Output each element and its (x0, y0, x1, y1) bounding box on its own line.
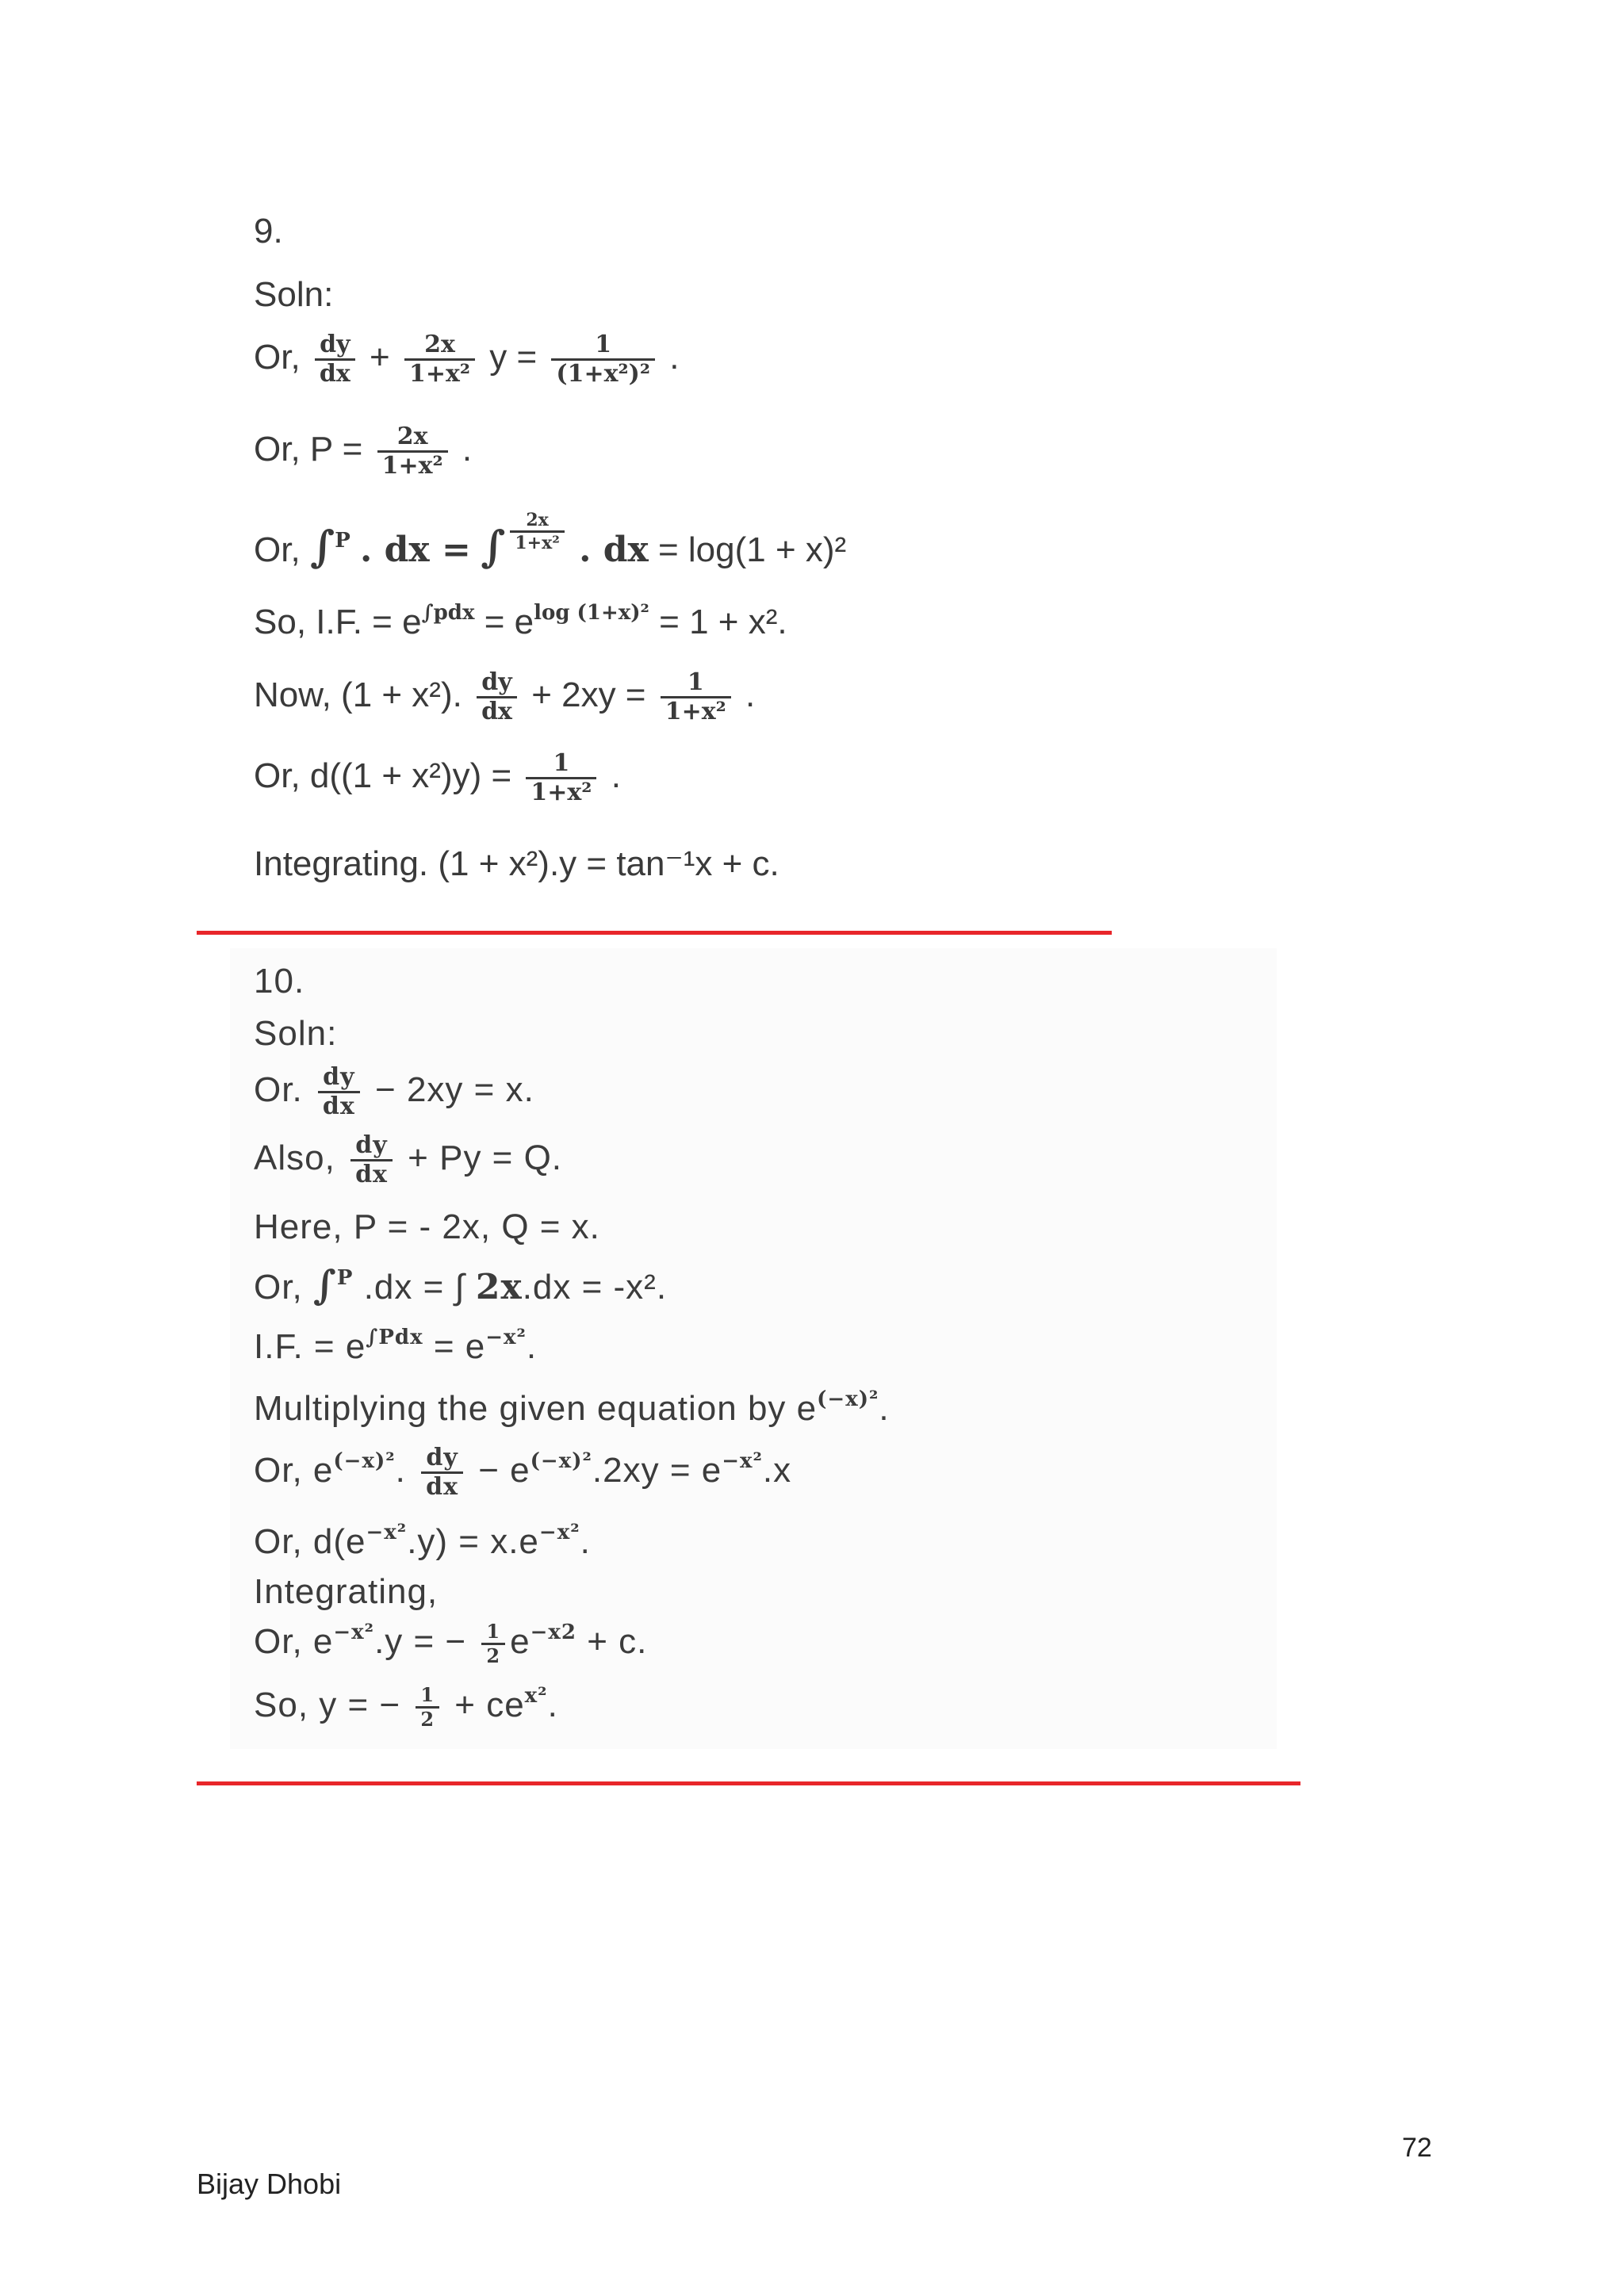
equation-line: Or, $d(e^{-x^2}.y) = x.e^{-x^2}$. (254, 1521, 591, 1561)
equation-line: Or, ∫$^P$ .dx = ∫ 2x.dx = -x². (254, 1261, 668, 1308)
equation-line: Integrating, (254, 1572, 439, 1611)
equation-line: Or. $\frac{dy}{dx}$ − 2xy = x. (254, 1063, 534, 1120)
equation-line: Or, ∫$^P$ . dx = ∫ $\frac{2x}{\text{1+x²}}$ . dx = log(1 + x)² (254, 510, 847, 572)
equation-line: So, y = − $\frac{1}{2}$ + $ce^{x^2}$. (254, 1683, 558, 1731)
equation-line: Or, P = $\frac{2x}{\text{1+x²}}$ . (254, 423, 473, 480)
equation-line: Or, $e^{(-x)^2}$. $\frac{dy}{dx}$ − $e^{(-x)^2}.2xy = e^{-x^2}.x$ (254, 1444, 792, 1501)
equation-line: So, I.F. = $e^{\int pdx} = e^{log (1+x)^2} = 1 + x^2$. (254, 601, 787, 641)
fraction: $\frac{dy}{dx}$ (318, 1066, 360, 1119)
equation-line: Or, d((1 + x²)y) = $\frac{1}{\text{1+x²}}$ . (254, 749, 621, 806)
equation-line: I.F. = $e^{\int Pdx} = e^{-x^2}$. (254, 1326, 538, 1366)
fraction: $\frac{1}{\text{1+x²}}$ (661, 671, 731, 724)
solution-label: Soln: (254, 1014, 338, 1053)
section-divider (197, 1781, 1300, 1785)
fraction: $\frac{1}{\text{1+x²}}$ (526, 752, 596, 805)
fraction: $\frac{1}{2}$ (481, 1622, 505, 1666)
equation-line: Also, $\frac{dy}{dx}$ + Py = Q. (254, 1131, 563, 1188)
equation-line: Now, (1 + x²). $\frac{dy}{dx}$ + 2xy = $\frac{1}{\text{1+x²}}$ . (254, 668, 756, 725)
equation-line: Multiplying the given equation by $e^{(-x)^2}$. (254, 1387, 890, 1428)
problem-9 (254, 190, 1126, 904)
page-number: 72 (1402, 2133, 1432, 2163)
fraction: $\frac{1}{\text{(1+x²)²}}$ (551, 333, 655, 386)
fraction: $\frac{dy}{dx}$ (421, 1446, 463, 1499)
equation-line: Or, $e^{-x^2}.y$ = − $\frac{1}{2}$ $e^{-x2} + c$. (254, 1620, 648, 1667)
problem-number: 9. (254, 212, 283, 251)
fraction: $\frac{dy}{dx}$ (350, 1134, 393, 1187)
solution-label: Soln: (254, 275, 334, 314)
equation-line: Or, $\frac{dy}{dx}$ + $\frac{2x}{\text{1+x²}}$ y = $\frac{1}{\text{(1+x²)²}}$ . (254, 331, 680, 388)
problem-10 (230, 948, 1277, 1749)
fraction: $\frac{dy}{dx}$ (315, 333, 355, 386)
equation-line: Integrating. (1 + x²).y = tan⁻¹x + c. (254, 844, 779, 883)
equation-line: Here, P = - 2x, Q = x. (254, 1207, 600, 1246)
section-divider (197, 931, 1112, 935)
author-name: Bijay Dhobi (197, 2168, 342, 2200)
fraction: $\frac{dy}{dx}$ (477, 671, 517, 724)
fraction: $\frac{2x}{\text{1+x²}}$ (404, 333, 475, 386)
problem-number: 10. (254, 962, 305, 1001)
fraction: $\frac{2x}{\text{1+x²}}$ (377, 425, 448, 478)
fraction: $\frac{2x}{\text{1+x²}}$ (510, 511, 565, 552)
fraction: $\frac{1}{2}$ (416, 1686, 439, 1729)
